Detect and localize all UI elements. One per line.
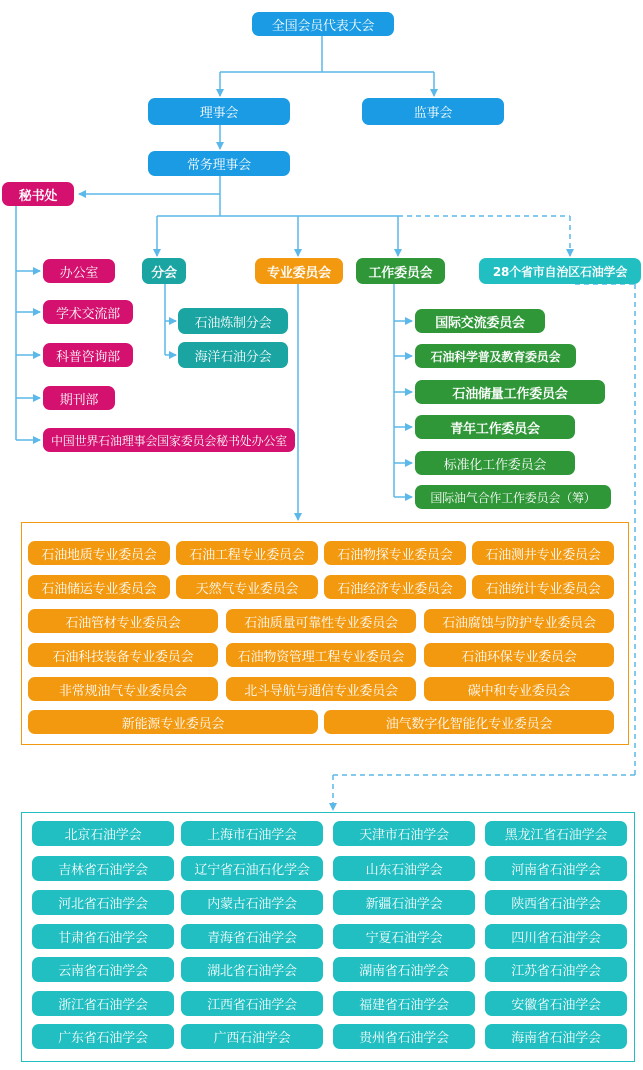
provincial-society-item: 辽宁省石油石化学会: [181, 856, 323, 881]
provincial-society-item: 内蒙古石油学会: [181, 890, 323, 915]
professional-committee-item: 石油测井专业委员会: [472, 541, 614, 565]
professional-committee-item: 非常规油气专业委员会: [28, 677, 218, 701]
professional-committee-item: 石油储运专业委员会: [28, 575, 170, 599]
professional-committee-item: 石油腐蚀与防护专业委员会: [424, 609, 614, 633]
provincial-society-item: 山东石油学会: [333, 856, 475, 881]
working-committee-international-exchange: 国际交流委员会: [415, 309, 545, 333]
provincial-society-item: 云南省石油学会: [32, 957, 174, 982]
department-wpc-secretariat-office: 中国世界石油理事会国家委员会秘书处办公室: [43, 428, 295, 452]
provincial-society-item: 甘肃省石油学会: [32, 924, 174, 949]
professional-committee-item: 新能源专业委员会: [28, 710, 318, 734]
professional-committee-item: 石油地质专业委员会: [28, 541, 170, 565]
provincial-society-item: 福建省石油学会: [333, 991, 475, 1016]
provincial-society-item: 宁夏石油学会: [333, 924, 475, 949]
provincial-society-item: 吉林省石油学会: [32, 856, 174, 881]
working-committee-youth: 青年工作委员会: [415, 415, 575, 439]
provincial-society-item: 广西石油学会: [181, 1024, 323, 1049]
provincial-society-item: 河北省石油学会: [32, 890, 174, 915]
secretariat-box: 秘书处: [2, 182, 74, 206]
department-academic-exchange: 学术交流部: [43, 300, 133, 324]
working-committee-science-education: 石油科学普及教育委员会: [415, 344, 576, 368]
council-box: 理事会: [148, 98, 290, 125]
branches-box: 分会: [142, 258, 186, 284]
provincial-society-item: 新疆石油学会: [333, 890, 475, 915]
provincial-society-item: 河南省石油学会: [485, 856, 627, 881]
provincial-society-item: 浙江省石油学会: [32, 991, 174, 1016]
provincial-society-item: 江西省石油学会: [181, 991, 323, 1016]
supervisory-board-box: 监事会: [362, 98, 504, 125]
professional-committee-item: 石油物探专业委员会: [324, 541, 466, 565]
working-committee-international-cooperation: 国际油气合作工作委员会（筹）: [415, 485, 611, 509]
department-office: 办公室: [43, 259, 115, 283]
branch-refining: 石油炼制分会: [178, 308, 288, 334]
national-assembly-box: 全国会员代表大会: [252, 12, 394, 36]
working-committee-reserves: 石油储量工作委员会: [415, 380, 605, 404]
provincial-society-item: 天津市石油学会: [333, 821, 475, 846]
provincial-societies-box: 28个省市自治区石油学会: [479, 258, 641, 284]
provincial-society-item: 江苏省石油学会: [485, 957, 627, 982]
provincial-society-item: 湖北省石油学会: [181, 957, 323, 982]
professional-committee-item: 石油环保专业委员会: [424, 643, 614, 667]
professional-committee-item: 石油科技装备专业委员会: [28, 643, 218, 667]
professional-committee-item: 石油经济专业委员会: [324, 575, 466, 599]
provincial-society-item: 安徽省石油学会: [485, 991, 627, 1016]
professional-committee-item: 天然气专业委员会: [176, 575, 318, 599]
department-science-popularization: 科普咨询部: [43, 343, 133, 367]
professional-committee-item: 石油质量可靠性专业委员会: [226, 609, 416, 633]
provincial-society-item: 贵州省石油学会: [333, 1024, 475, 1049]
working-committees-box: 工作委员会: [356, 258, 445, 284]
professional-committee-item: 碳中和专业委员会: [424, 677, 614, 701]
branch-offshore: 海洋石油分会: [178, 342, 288, 368]
professional-committee-item: 石油物资管理工程专业委员会: [226, 643, 416, 667]
provincial-society-item: 青海省石油学会: [181, 924, 323, 949]
standing-council-box: 常务理事会: [148, 151, 290, 176]
professional-committee-item: 石油管材专业委员会: [28, 609, 218, 633]
professional-committee-item: 石油工程专业委员会: [176, 541, 318, 565]
provincial-society-item: 上海市石油学会: [181, 821, 323, 846]
provincial-society-item: 广东省石油学会: [32, 1024, 174, 1049]
professional-committee-item: 石油统计专业委员会: [472, 575, 614, 599]
professional-committee-item: 北斗导航与通信专业委员会: [226, 677, 416, 701]
department-journal: 期刊部: [43, 386, 115, 410]
provincial-society-item: 海南省石油学会: [485, 1024, 627, 1049]
professional-committee-item: 油气数字化智能化专业委员会: [324, 710, 614, 734]
provincial-society-item: 北京石油学会: [32, 821, 174, 846]
working-committee-standardization: 标准化工作委员会: [415, 451, 575, 475]
provincial-society-item: 黑龙江省石油学会: [485, 821, 627, 846]
provincial-society-item: 湖南省石油学会: [333, 957, 475, 982]
professional-committees-box: 专业委员会: [255, 258, 343, 284]
provincial-society-item: 陕西省石油学会: [485, 890, 627, 915]
provincial-society-item: 四川省石油学会: [485, 924, 627, 949]
